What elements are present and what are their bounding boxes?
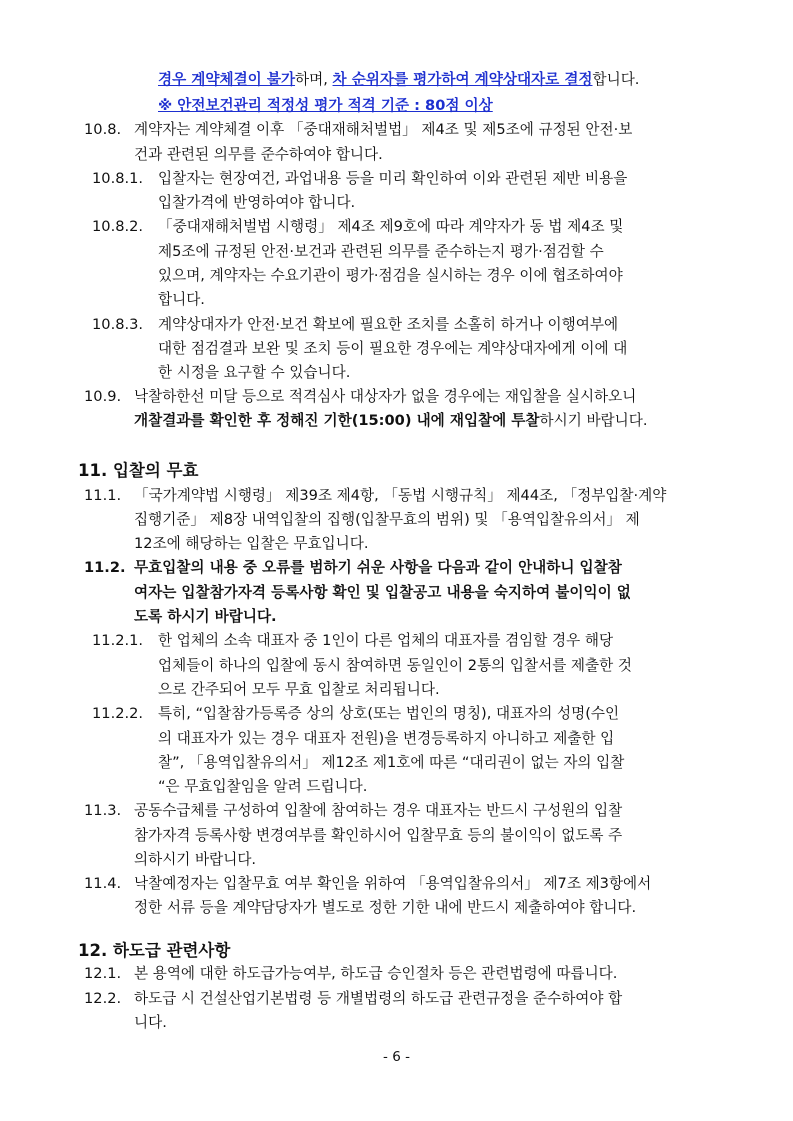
inline-highlight: 경우 계약체결이 불가 <box>158 71 296 88</box>
section-heading-12: 12. 하도급 관련사항 <box>78 941 231 960</box>
document-page: 경우 계약체결이 불가하며, 차 순위자를 평가하여 계약상대자로 결정합니다. ※ 안전보건관리 적정성 평가 적격 기준 : 80점 이상 10.8. 계약자는 계약체결 이후 「중대재해처벌법」 제4조 및 제5조에 규정된 안전·보 건과 관련된 의무를 준수하여야 합니다. 10.8.1. 입찰자는 현장여건, 과업내용 등을 미리 확인하여 이와 관련된 제반 비용을 입찰가격에 반영하여야 합니다. 10.8.2. 「중대재해처벌법 시행령」 제4조 제9호에 따라 계약자가 동 법 제4조 및 제5조에 규정된 안전·보건과 관련된 의무를 준수하는지 평가·점검할 수 있으며, 계약자는 수요기관이 평가·점검을 실시하는 경우 이에 협조하여야 합니다. 10.8.3. 계약상대자가 안전·보건 확보에 필요한 조치를 소홀히 하거나 이행여부에 대한 점검결과 보완 및 조치 등이 필요한 경우에는 계약상대자에게 이에 대 한 시정을 요구할 수 있습니다. 10.9. 낙찰하한선 미달 등으로 적격심사 대상자가 없을 경우에는 재입찰을 실시하오니 개찰결과를 확인한 후 정해진 기한(15:00) 내에 재입찰에 투찰하시기 바랍니다. 11. 입찰의 무효 11.1. 「국가계약법 시행령」 제39조 제4항, 「동법 시행규칙」 제44조, 「정부입찰·계약 집행기준」 제8장 내역입찰의 집행(입찰무효의 범위) 및 「용역입찰유의서」 제 12조에 해당하는 입찰은 무효입니다. 11.2. 무효입찰의 내용 중 오류를 범하기 쉬운 사항을 다음과 같이 안내하니 입찰참 여자는 입찰참가자격 등록사항 확인 및 입찰공고 내용을 숙지하여 불이익이 없 도록 하시기 바랍니다. 11.2.1. 한 업체의 소속 대표자 중 1인이 다른 업체의 대표자를 겸임할 경우 해당 업체들이 하나의 입찰에 동시 참여하면 동일인이 2통의 입찰서를 제출한 것 으로 간주되어 모두 무효 입찰로 처리됩니다. 11.2.2. 특히, “입찰참가등록증 상의 상호(또는 법인의 명칭), 대표자의 성명(수인 의 대표자가 있는 경우 대표자 전원)을 변경등록하지 아니하고 제출한 입 찰”, 「용역입찰유의서」 제12조 제1호에 따른 “대리권이 없는 자의 입찰 “은 무효입찰임을 알려 드립니다. 11.3. 공동수급체를 구성하여 입찰에 참여하는 경우 대표자는 반드시 구성원의 입찰 참가자격 등록사항 변경여부를 확인하시어 입찰무효 등의 불이익이 없도록 주 의하시기 바랍니다. 11.4. 낙찰예정자는 입찰무효 여부 확인을 위하여 「용역입찰유의서」 제7조 제3항에서 정한 서류 등을 계약담당자가 별도로 정한 기한 내에 반드시 제출하여야 합니다. 12. 하도급 관련사항 12.1. 본 용역에 대한 하도급가능여부, 하도급 승인절차 등은 관련법령에 따릅니다. 12.2. 하도급 시 건설산업기본법령 등 개별법령의 하도급 관련규정을 준수하여야 합 니다. - 6 - <box>0 0 793 1121</box>
section-heading-11: 11. 입찰의 무효 <box>78 461 199 480</box>
page-number: - 6 - <box>383 1049 410 1065</box>
